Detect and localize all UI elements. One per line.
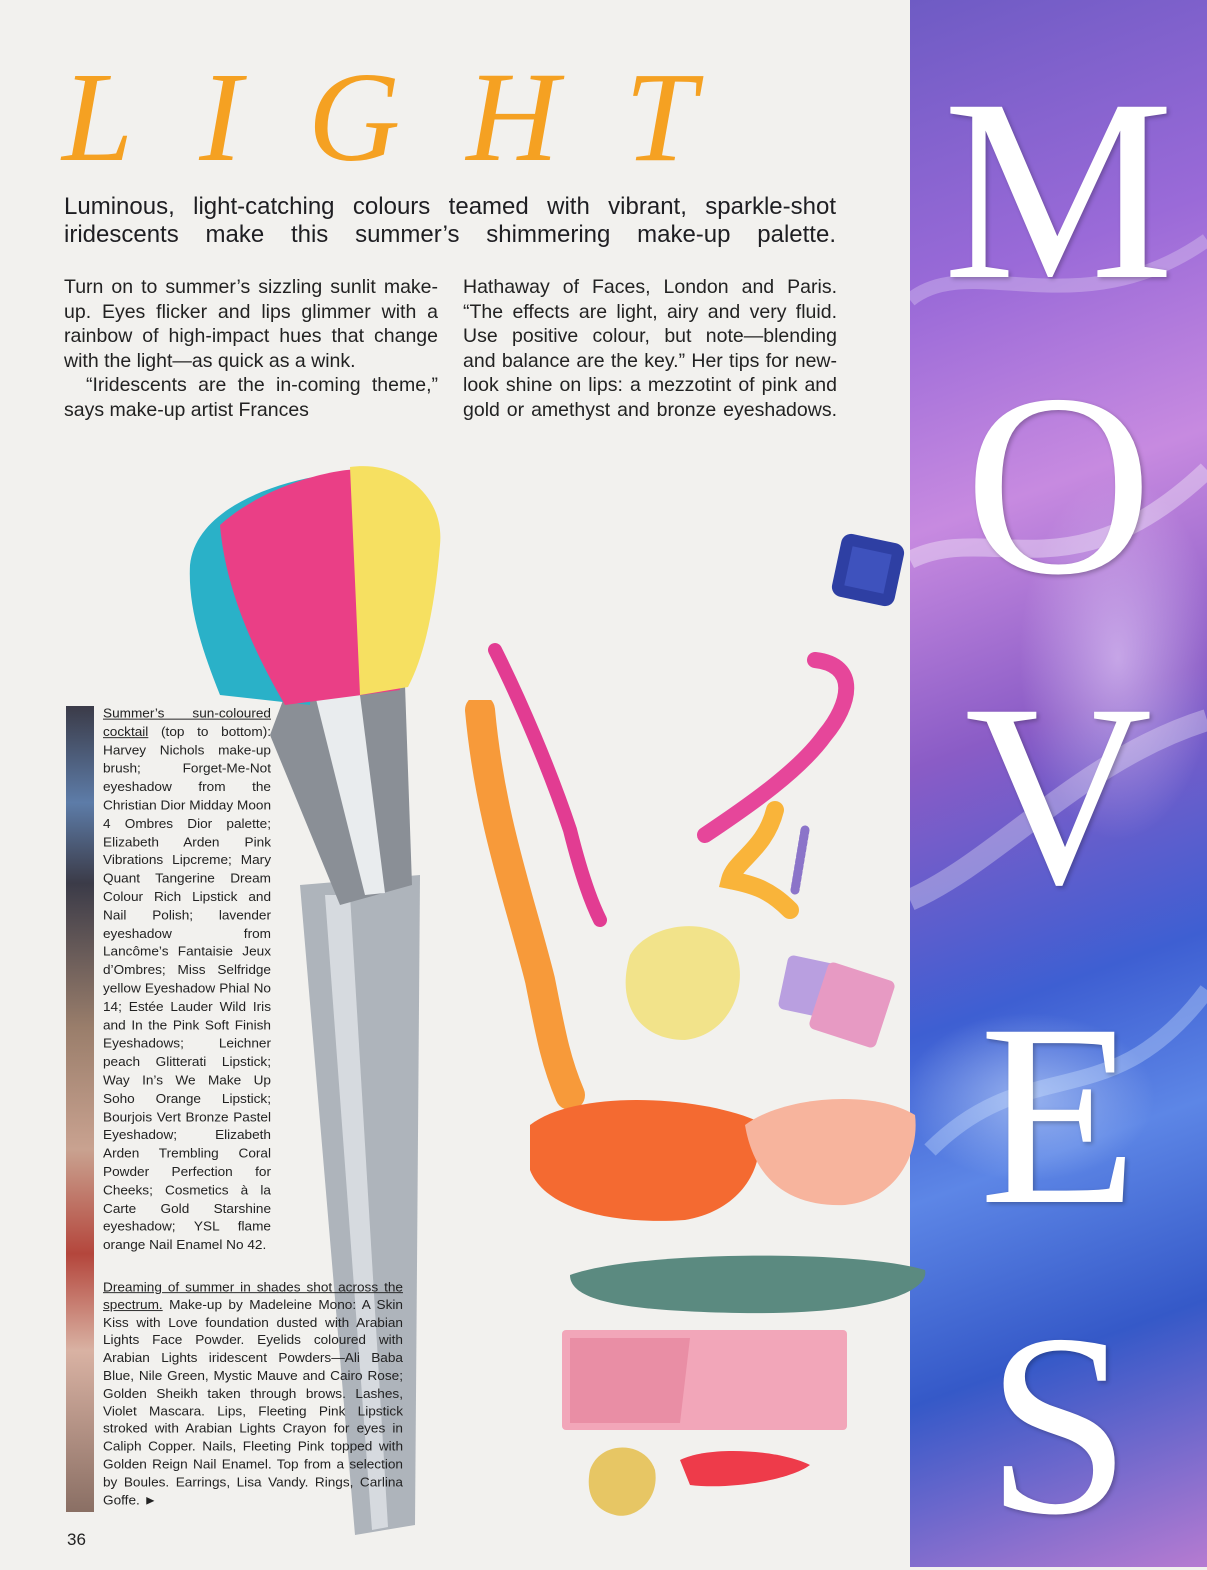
headline-light: LIGHT <box>62 46 762 188</box>
body-paragraph: Turn on to summer’s sizzling sunlit make-up. Eyes flicker and lips glimmer with a rainbow of high-impact hues that change with the light—as quick as a wink. <box>64 276 438 372</box>
model-photo-strip <box>66 706 94 1512</box>
headline-letter-o: O <box>964 341 1153 629</box>
body-column-right <box>463 275 837 422</box>
lilac-eyeshadow-pan <box>772 950 912 1060</box>
satin-panel-image <box>910 0 1207 1567</box>
page-number: 36 <box>67 1530 86 1549</box>
headline-letter-s: S <box>986 1281 1131 1569</box>
green-eyeshadow-strip <box>560 1245 935 1320</box>
headline-letter-m: M <box>942 46 1175 334</box>
body-paragraph: Hathaway of Faces, London and Paris. “The effects are light, airy and very fluid. Use positive colour, but note—blending and balance are the key.” Her tips for new-look shine on lips: a mezzotint of pink and gold or amethyst and bronze eyeshadows. <box>463 276 837 421</box>
caption-text: Make-up by Madeleine Mono: A Skin Kiss with Love foundation dusted with Arabian Lights Face Powder. Eyelids coloured with Arabian Lights iridescent Powders—Ali Baba Blue, Nile Green, Mystic Mauve and Cairo Rose; Golden Sheikh taken through brows. Lashes, Violet Mascara. Lips, Fleeting Pink Lipstick stroked with Arabian Lights Crayon for eyes in Caliph Copper. Nails, Fleeting Pink topped with Golden Reign Nail Enamel. Top from a selection by Boules. Earrings, Lisa Vandy. Rings, Carlina Goffe. <box>103 1297 403 1507</box>
body-column-left <box>64 275 438 422</box>
lavender-eyeshadow-stroke <box>775 820 825 900</box>
caption-text: (top to bottom): Harvey Nichols make-up brush; Forget-Me-Not eyeshadow from the Christian Dior Midday Moon 4 Ombres Dior palette; Elizabeth Arden Pink Vibrations Lipcreme; Mary Quant Tangerine Dream Colour Rich Lipstick and Nail Polish; lavender eyeshadow from Lancôme’s Fantaisie Jeux d’Ombres; Miss Selfridge yellow Eyeshadow Phial No 14; Estée Lauder Wild Iris and In the Pink Soft Finish Eyeshadows; Leichner peach Glitterati Lipstick; Way In’s We Make Up Soho Orange Lipstick; Bourjois Vert Bronze Pastel Eyeshadow; Elizabeth Arden Trembling Coral Powder Perfection for Cheeks; Cosmetics à la Carte Gold Starshine eyeshadow; YSL flame orange Nail Enamel No 42. <box>103 724 271 1253</box>
body-paragraph: “Iridescents are the in-coming theme,” says make-up artist Frances <box>64 374 438 421</box>
red-nail-enamel-splash <box>670 1440 820 1495</box>
headline-letter-v: V <box>964 651 1153 939</box>
peach-powder-smear <box>735 1085 925 1215</box>
yellow-powder-pile <box>610 915 750 1045</box>
headline-letter-e: E <box>979 971 1138 1259</box>
caption-lead: Summer’s sun-coloured cocktail <box>103 705 271 739</box>
pink-powder-pan <box>560 1328 850 1438</box>
caption-products <box>103 705 271 1255</box>
caption-model <box>103 1279 403 1509</box>
continue-arrow-icon: ► <box>143 1492 158 1507</box>
orange-lipstick-stroke <box>460 700 600 1110</box>
standfirst: Luminous, light-catching colours teamed with vibrant, sparkle-shot iridescents make this summer’s shimmering make-up palette. <box>64 193 836 248</box>
gold-powder-pile <box>575 1435 665 1525</box>
caption-lead: Dreaming of summer in shades shot across the spectrum. <box>103 1279 403 1312</box>
blue-eyeshadow-swatch <box>828 530 910 612</box>
